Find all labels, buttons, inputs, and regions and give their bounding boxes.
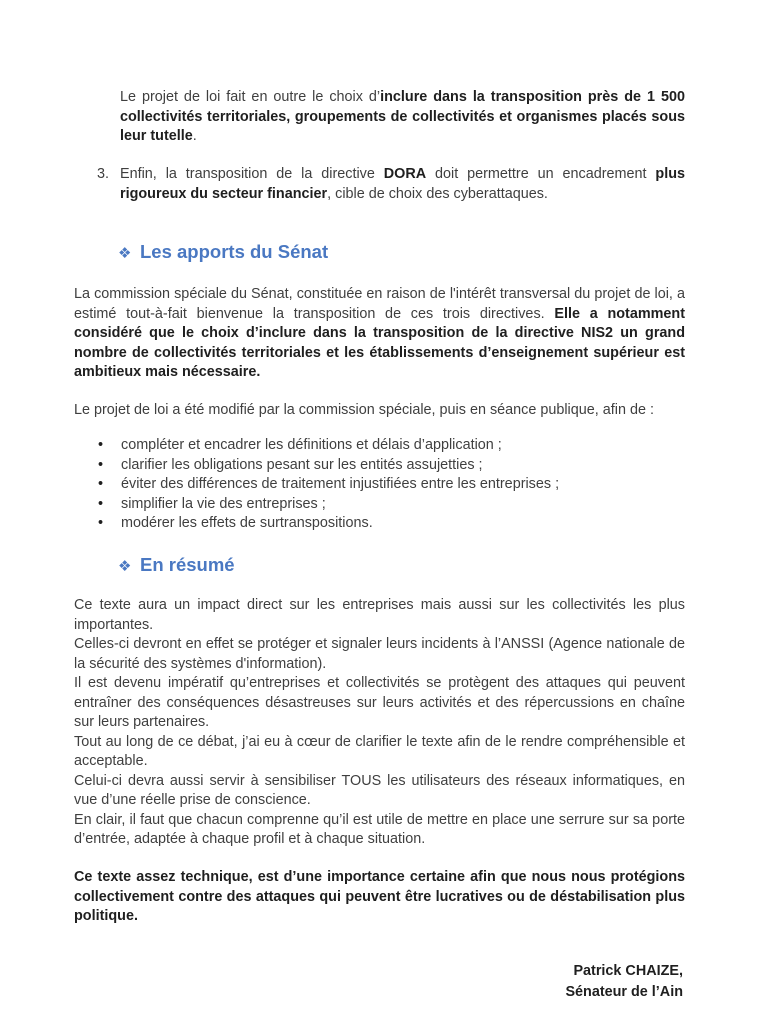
- summary-paragraph: Tout au long de ce débat, j’ai eu à cœur de clarifier le texte afin de le rendre compréhensible et acceptable.: [74, 733, 685, 769]
- summary-block: [74, 596, 685, 850]
- signature-name: Patrick CHAIZE,: [573, 963, 683, 979]
- conclusion-paragraph: Ce texte assez technique, est d’une importance certaine afin que nous nous protégions collectivement contre des attaques qui peuvent être lucratives ou de déstabilisation plus politique.: [74, 869, 685, 924]
- bullet-icon: •: [98, 456, 104, 473]
- list-item: • clarifier les obligations pesant sur les entités assujetties ;: [98, 456, 688, 476]
- list-item: • compléter et encadrer les définitions et délais d’application ;: [98, 436, 688, 456]
- bullet-icon: •: [98, 515, 104, 531]
- bold-phrase: inclure dans la transposition près de 1 500 collectivités territoriales, groupements de collectivités et organismes placés sous leur tutelle: [120, 89, 685, 144]
- diamond-bullet-icon: ❖: [118, 558, 132, 575]
- list-item: • modérer les effets de surtranspositions.: [98, 514, 688, 534]
- summary-paragraph: Celles-ci devront en effet se protéger et signaler leurs incidents à l’ANSSI (Agence nationale de la sécurité des systèmes d'information).: [74, 636, 685, 672]
- summary-paragraph: En clair, il faut que chacun comprenne qu’il est utile de mettre en place une serrure sur sa porte d’entrée, adaptée à chaque profil et à chaque situation.: [74, 811, 685, 847]
- list-item-3: [97, 165, 685, 204]
- summary-paragraph: Il est devenu impératif qu’entreprises et collectivités se protègent des attaques qui peuvent entraîner des conséquences désastreuses sur leurs activités et des répercussions en chaîne sur leurs partenaires.: [74, 675, 685, 730]
- bullet-icon: •: [98, 495, 104, 512]
- list-number: 3.: [97, 166, 110, 182]
- list-item: • éviter des différences de traitement injustifiées entre les entreprises ;: [98, 475, 688, 495]
- bullet-icon: •: [98, 437, 104, 453]
- paragraph-modifications-intro: Le projet de loi a été modifié par la commission spéciale, puis en séance publique, afin de :: [74, 402, 654, 418]
- bold-dora: DORA: [383, 166, 427, 182]
- paragraph-transposition-scope: Le projet de loi fait en outre le choix d’inclure dans la transposition près de 1 500 collectivités territoriales, groupements de collectivités et organismes placés sous leur tutelle.: [120, 89, 685, 144]
- list-item-text: Enfin, la transposition de la directive DORA doit permettre un encadrement plus rigoureux du secteur financier, cible de choix des cyberattaques.: [120, 166, 686, 202]
- list-item: • simplifier la vie des entreprises ;: [98, 495, 688, 515]
- section-heading-resume: ❖ En résumé: [118, 553, 235, 579]
- diamond-bullet-icon: ❖: [118, 245, 132, 262]
- bold-phrase: plus rigoureux du secteur financier: [120, 166, 686, 202]
- summary-paragraph: Ce texte aura un impact direct sur les entreprises mais aussi sur les collectivités les plus importantes.: [74, 597, 685, 633]
- signature-title: Sénateur de l’Ain: [565, 984, 683, 1000]
- paragraph-commission: La commission spéciale du Sénat, constituée en raison de l'intérêt transversal du projet de loi, a estimé tout-à-fait bienvenue la transposition de ces trois directives. Elle a notamment considéré que le choix d’inclure dans la transposition de la directive NIS2 un grand nombre de collectivités territoriales et les établissements d’enseignement supérieur est ambitieux mais nécessaire.: [74, 286, 686, 380]
- summary-paragraph: Celui-ci devra aussi servir à sensibiliser TOUS les utilisateurs des réseaux informatiques, en vue d’une réelle prise de conscience.: [74, 772, 685, 808]
- modifications-list: [98, 436, 688, 534]
- bullet-icon: •: [98, 476, 104, 492]
- section-heading-senat: ❖ Les apports du Sénat: [118, 240, 328, 266]
- bold-statement: Elle a notamment considéré que le choix d’inclure dans la transposition de la directive NIS2 un grand nombre de collectivités territoriales et les établissements d’enseignement supérieur est ambitieux mais nécessaire.: [74, 305, 686, 380]
